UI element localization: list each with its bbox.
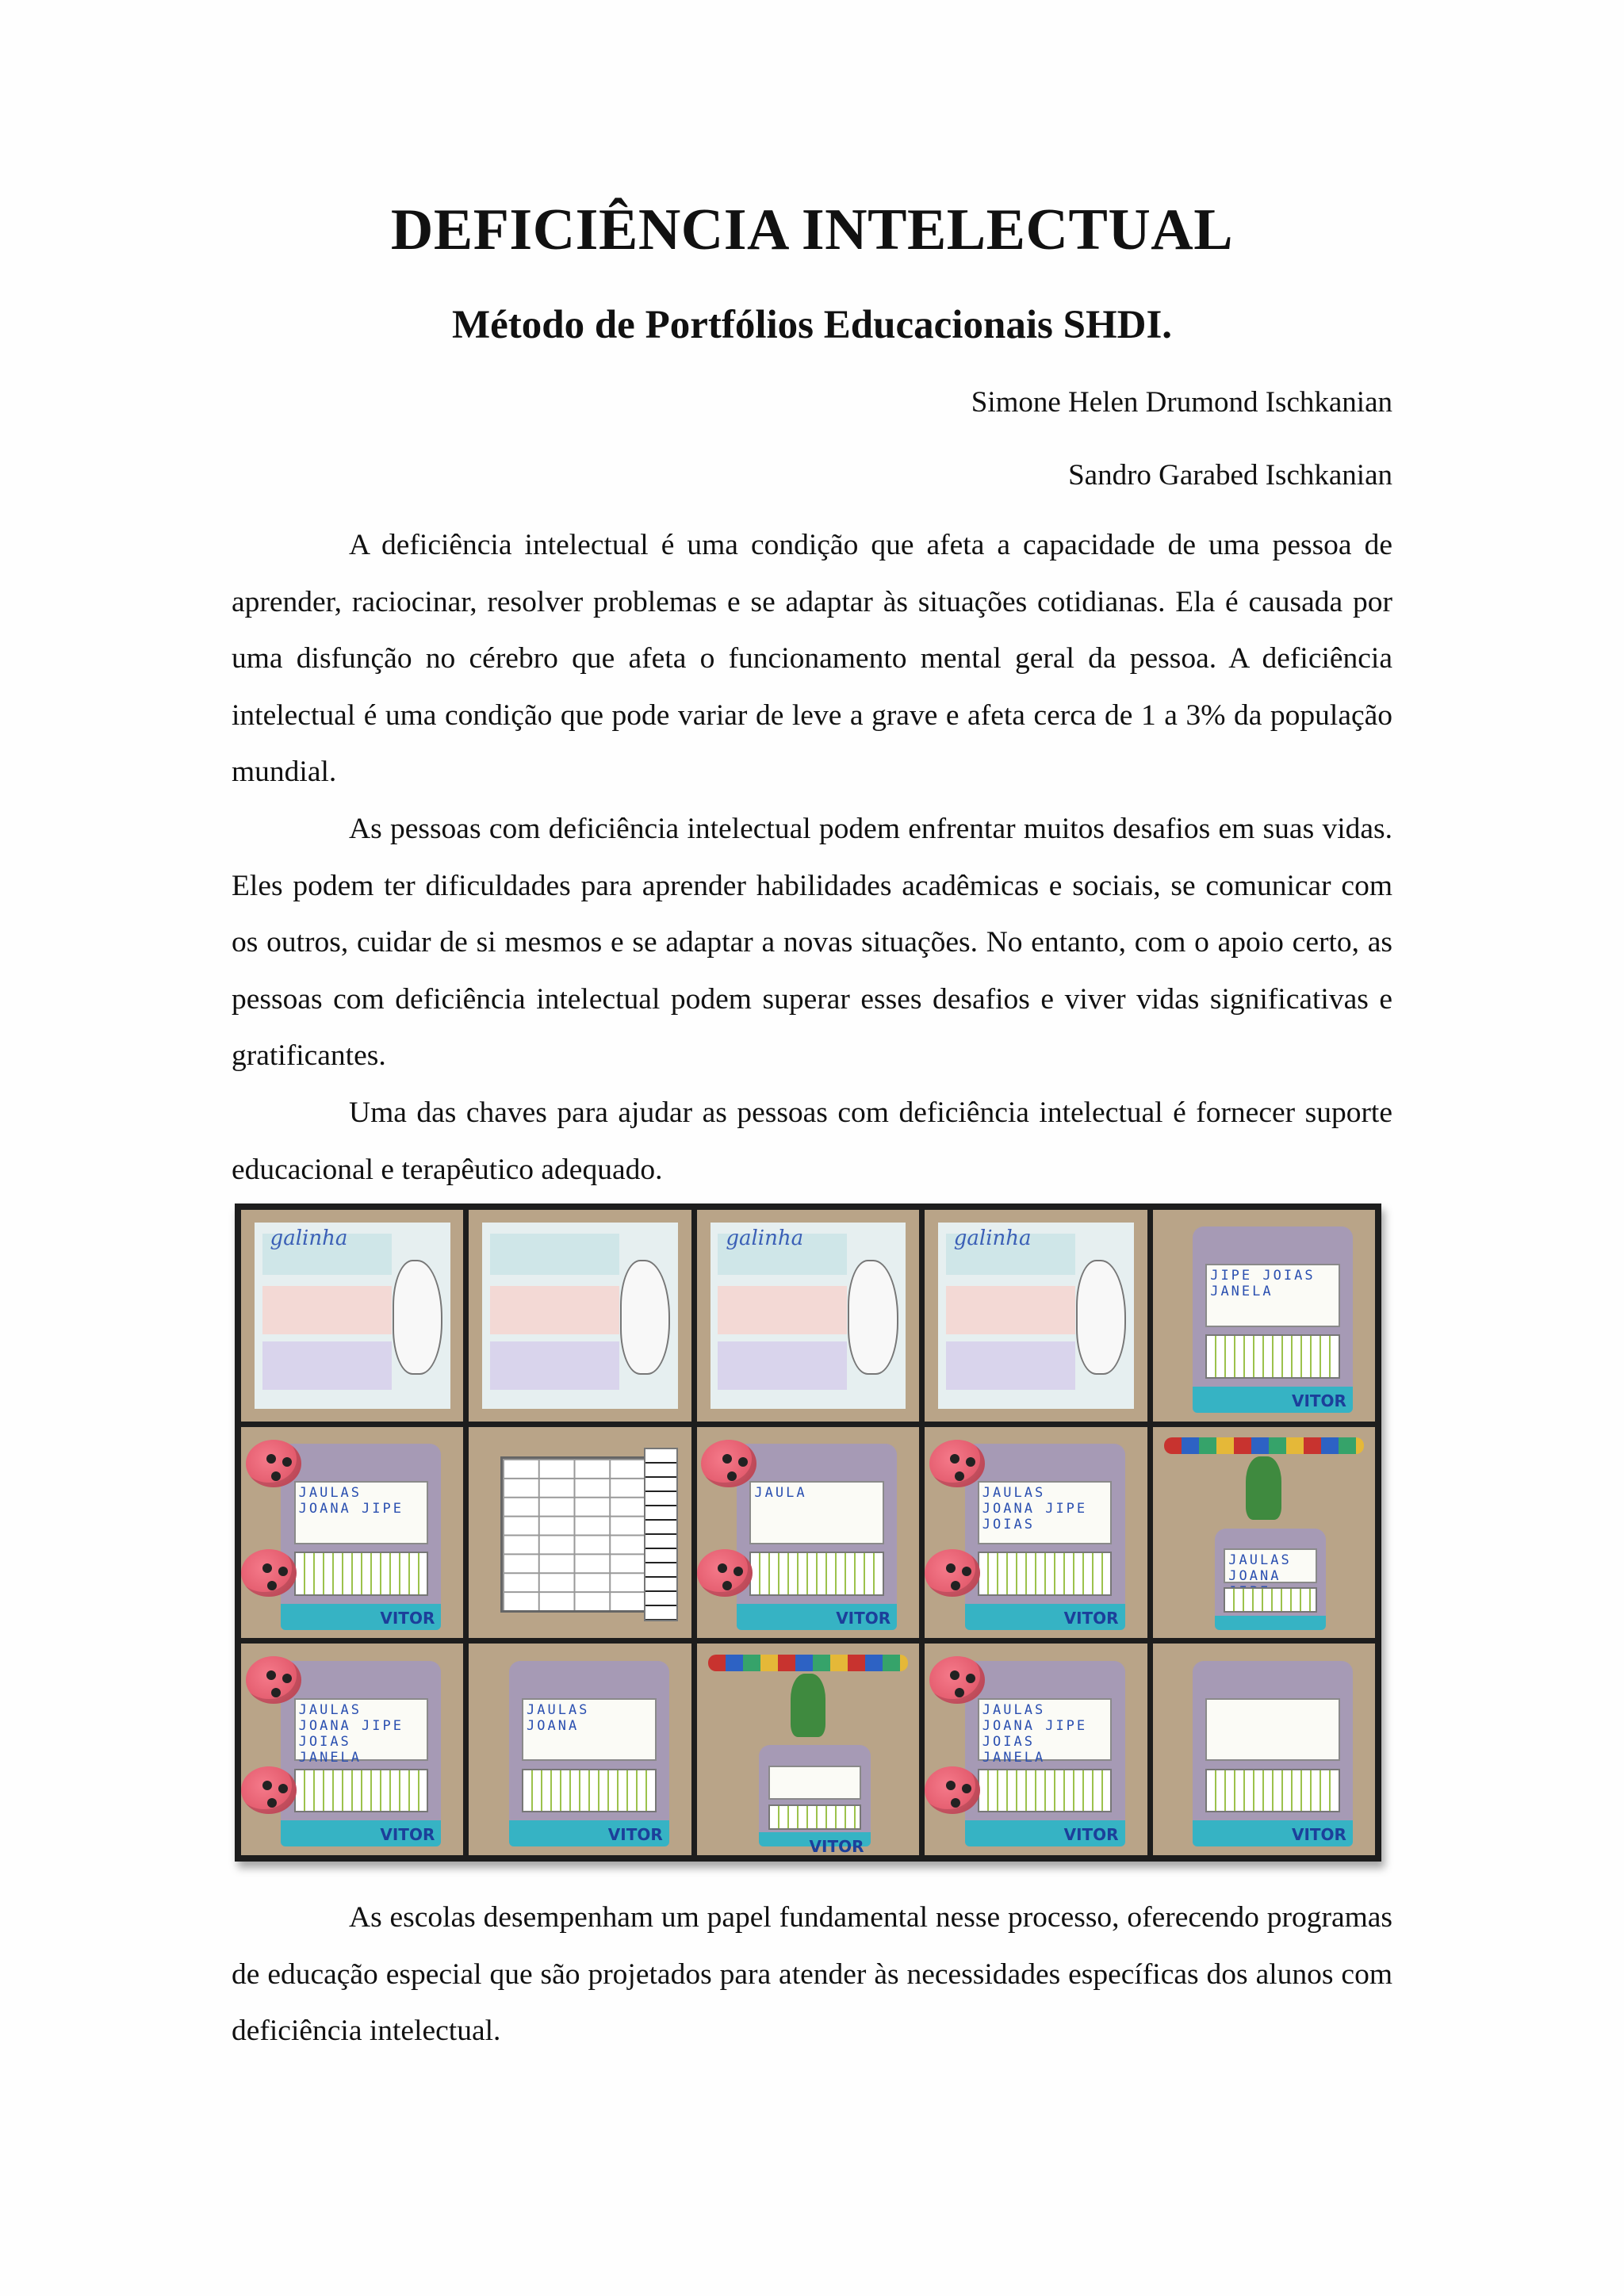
word-list: JAULAS JOANA JIPE JOIAS — [978, 1481, 1113, 1544]
ladybug-toy — [701, 1440, 756, 1487]
galinha-worksheet — [938, 1223, 1134, 1409]
galinha-worksheet — [482, 1223, 678, 1409]
word-list — [1205, 1698, 1340, 1762]
toy-figure — [791, 1674, 826, 1737]
word-list: JAULAS JOANA JIPE — [294, 1481, 429, 1544]
portfolio-sheet — [1215, 1529, 1326, 1630]
collage-photo — [1153, 1210, 1375, 1422]
hen-drawing — [848, 1260, 898, 1375]
collage-photo — [925, 1210, 1147, 1422]
body-paragraph: As pessoas com deficiência intelectual podem enfrentar muitos desafios em suas vidas. Eles podem ter dificuldades para aprender habilidades acadêmicas e sociais, se comunicar com os outros, cuidar de si mesmos e se adaptar a novas situações. No entanto, com o apoio certo, as pessoas com deficiência intelectual podem superar esses desafios e viver vidas significativas e gratificantes. — [232, 813, 1392, 1072]
collage-photo — [241, 1210, 463, 1422]
word-list — [768, 1766, 862, 1800]
letter-grid — [749, 1552, 884, 1596]
bottle-caps-row — [1164, 1437, 1364, 1454]
toy-figure — [1246, 1456, 1281, 1520]
collage-photo — [241, 1644, 463, 1855]
student-name-band: VITOR — [737, 1604, 897, 1630]
collage-photo — [1153, 1427, 1375, 1639]
collage-photo — [1153, 1644, 1375, 1855]
word-list: JAULA — [749, 1481, 884, 1544]
hen-drawing — [620, 1260, 670, 1375]
worksheet-row — [262, 1341, 392, 1390]
body-paragraph: Uma das chaves para ajudar as pessoas com deficiência intelectual é fornecer suporte educacional e terapêutico adequado. — [232, 1096, 1392, 1186]
student-name-band: VITOR — [1193, 1820, 1353, 1846]
ladybug-toy — [929, 1656, 985, 1704]
worksheet-row — [946, 1286, 1075, 1334]
letter-grid — [978, 1552, 1113, 1596]
letter-grid — [1224, 1587, 1317, 1613]
portfolio-sheet — [1193, 1661, 1353, 1847]
student-name-band: VITOR — [509, 1820, 669, 1846]
document-subtitle: Método de Portfólios Educacionais SHDI. — [451, 303, 1173, 347]
handwritten-word: galinha — [270, 1226, 348, 1250]
letter-grid — [294, 1552, 429, 1596]
worksheet-row — [718, 1341, 847, 1390]
student-name-band — [1215, 1616, 1326, 1630]
worksheet-row — [490, 1341, 619, 1390]
student-name-band: VITOR — [1193, 1387, 1353, 1413]
portfolio-sheet — [509, 1661, 669, 1847]
student-name-band: VITOR — [759, 1832, 870, 1846]
document-title: DEFICIÊNCIA INTELECTUAL — [390, 197, 1234, 262]
collage-photo — [697, 1644, 919, 1855]
student-name-band: VITOR — [281, 1604, 441, 1630]
galinha-worksheet — [255, 1223, 450, 1409]
ladybug-toy — [697, 1549, 753, 1597]
worksheet-row — [490, 1286, 619, 1334]
ladybug-toy — [241, 1766, 297, 1814]
worksheet-row — [262, 1286, 392, 1334]
letter-grid — [294, 1769, 429, 1813]
galinha-worksheet — [710, 1223, 906, 1409]
portfolio-photo-collage — [235, 1203, 1381, 1862]
author-name: Sandro Garabed Ischkanian — [1068, 459, 1392, 492]
ladybug-toy — [925, 1766, 980, 1814]
hen-drawing — [393, 1260, 442, 1375]
portfolio-sheet — [965, 1444, 1125, 1630]
collage-photo — [469, 1210, 691, 1422]
author-name: Simone Helen Drumond Ischkanian — [971, 386, 1392, 419]
portfolio-sheet — [737, 1444, 897, 1630]
collage-photo — [925, 1427, 1147, 1639]
body-paragraph: A deficiência intelectual é uma condição que afeta a capacidade de uma pessoa de aprender, raciocinar, resolver problemas e se adaptar às situações cotidianas. Ela é causada por uma disfunção no cérebro que afeta o funcionamento mental geral da pessoa. A deficiência intelectual é uma condição que pode variar de leve a grave e afeta cerca de 1 a 3% da população mundial. — [232, 529, 1392, 788]
word-list: JAULAS JOANA — [522, 1698, 657, 1762]
word-list: JAULAS JOANA — [1224, 1548, 1317, 1583]
grid-worksheet — [500, 1456, 647, 1613]
letter-grid — [1205, 1769, 1340, 1813]
collage-photo — [697, 1427, 919, 1639]
student-name-band: VITOR — [281, 1820, 441, 1846]
word-list: JAULAS JOANA JIPE JOIAS JANELA — [294, 1698, 429, 1762]
letter-grid — [978, 1769, 1113, 1813]
collage-photo — [469, 1427, 691, 1639]
portfolio-sheet — [759, 1745, 870, 1855]
bottle-caps-row — [708, 1655, 908, 1671]
ladybug-toy — [241, 1549, 297, 1597]
word-list: JIPE JOIAS JANELA — [1205, 1264, 1340, 1327]
collage-photo — [925, 1644, 1147, 1855]
handwritten-word: galinha — [953, 1226, 1032, 1250]
student-name-band: VITOR — [965, 1820, 1125, 1846]
collage-photo — [241, 1427, 463, 1639]
portfolio-sheet — [281, 1444, 441, 1630]
worksheet-row — [718, 1286, 847, 1334]
portfolio-sheet — [281, 1661, 441, 1847]
ladybug-toy — [246, 1656, 301, 1704]
letter-grid — [768, 1804, 862, 1830]
handwritten-word: galinha — [726, 1226, 804, 1250]
portfolio-sheet — [965, 1661, 1125, 1847]
collage-photo — [697, 1210, 919, 1422]
word-list: JAULAS JOANA JIPE JOIAS JANELA — [978, 1698, 1113, 1762]
worksheet-row — [946, 1341, 1075, 1390]
collage-photo — [469, 1644, 691, 1855]
letter-grid — [522, 1769, 657, 1813]
hen-drawing — [1076, 1260, 1126, 1375]
worksheet-row — [490, 1234, 619, 1275]
alphabet-strip — [644, 1448, 678, 1621]
ladybug-toy — [929, 1440, 985, 1487]
body-paragraph: As escolas desempenham um papel fundamental nesse processo, oferecendo programas de educação especial que são projetados para atender às necessidades específicas dos alunos com deficiência intelectual. — [232, 1901, 1392, 2047]
student-name-band: VITOR — [965, 1604, 1125, 1630]
ladybug-toy — [246, 1440, 301, 1487]
letter-grid — [1205, 1334, 1340, 1379]
portfolio-sheet — [1193, 1226, 1353, 1413]
